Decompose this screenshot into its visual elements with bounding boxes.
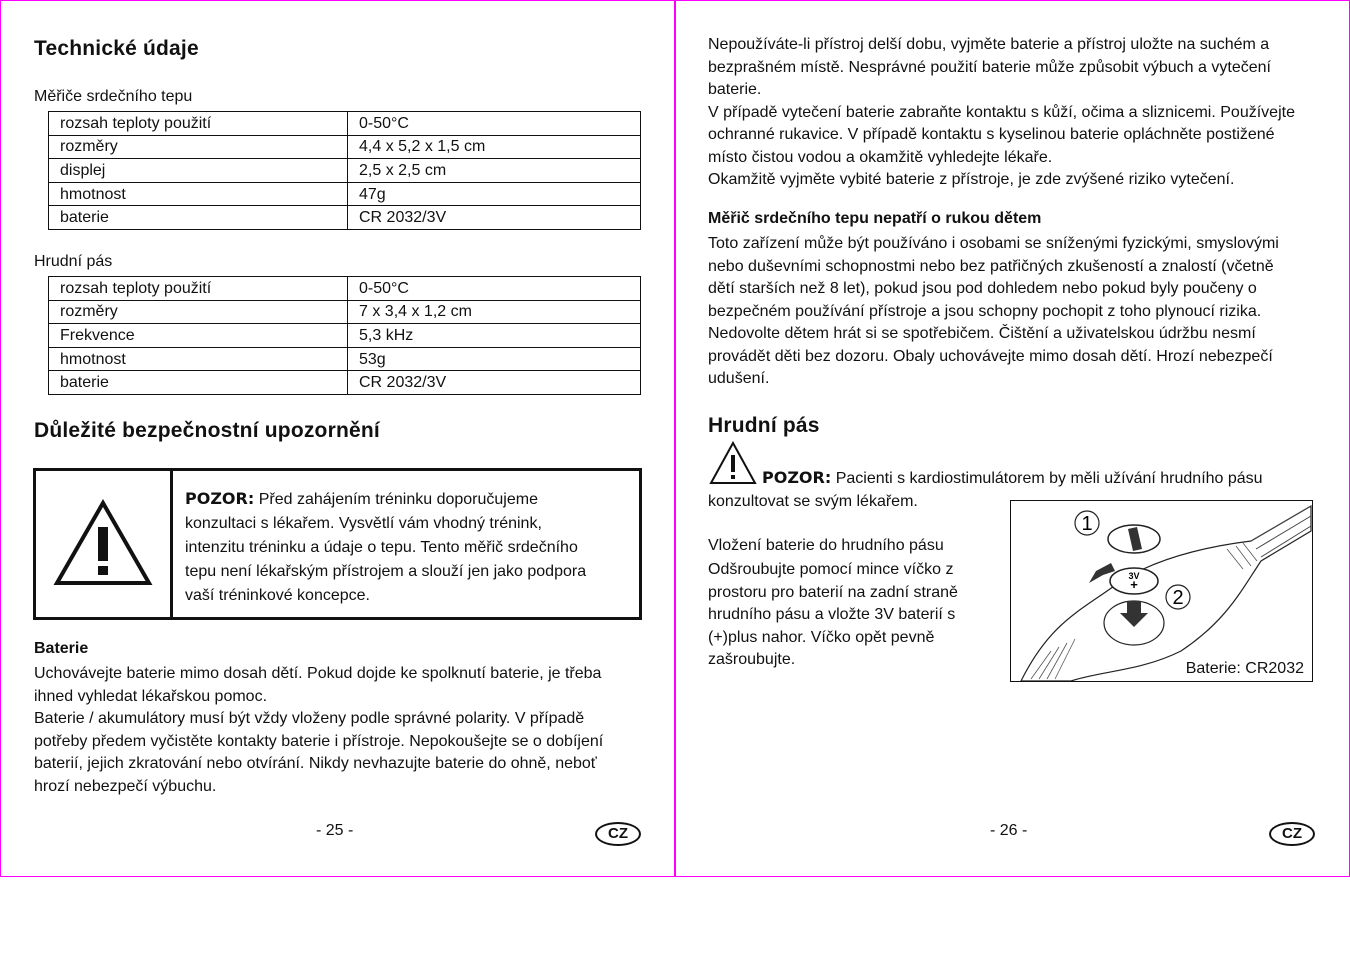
text-line: Odšroubujte pomocí mince víčko z (708, 561, 954, 578)
text-line: zašroubujte. (708, 651, 796, 668)
technical-data-title: Technické údaje (34, 37, 199, 60)
warning-line: konzultaci s lékařem. Vysvětlí vám vhodný trénink, (185, 515, 542, 532)
spec-label: hmotnost (49, 182, 348, 206)
spec-label: rozsah teploty použití (49, 112, 348, 136)
spec-row (49, 277, 641, 301)
step-1-label: 1 (1081, 513, 1093, 535)
children-paragraph (708, 233, 1279, 391)
table1-caption: Měřiče srdečního tepu (34, 88, 193, 105)
spec-value: 5,3 kHz (348, 324, 641, 348)
warning-triangle-icon (709, 441, 757, 490)
warning-text (173, 471, 598, 617)
heart-rate-monitor-specs-table (48, 111, 641, 230)
chest-strap-specs-table (48, 276, 641, 395)
spec-label: Frekvence (49, 324, 348, 348)
children-title: Měřič srdečního tepu nepatří o rukou dětem (708, 210, 1042, 227)
text-line: hrozí nebezpečí výbuchu. (34, 777, 217, 795)
spec-row (49, 135, 641, 159)
text-line: Nepoužíváte-li přístroj delší dobu, vyjměte baterie a přístroj uložte na suchém a (708, 36, 1270, 53)
battery-title: Baterie (34, 640, 89, 657)
warning-line: Před zahájením tréninku doporučujeme (254, 491, 538, 508)
warning-line: vaší tréninkové koncepce. (185, 587, 370, 604)
warning-line: tepu není lékařským přístrojem a slouží jen jako podpora (185, 563, 587, 580)
spec-row (49, 371, 641, 395)
page-number-25: - 25 - (316, 822, 354, 839)
insert-battery-paragraph (708, 559, 958, 672)
safety-title: Důležité bezpečnostní upozornění (34, 419, 380, 442)
cz-language-badge: CZ (1269, 822, 1315, 846)
spec-value: CR 2032/3V (348, 206, 641, 230)
spec-row (49, 300, 641, 324)
spec-value: 4,4 x 5,2 x 1,5 cm (348, 135, 641, 159)
spec-label: baterie (49, 371, 348, 395)
text-line: ochranné rukavice. V případě kontaktu s kyselinou baterie opláchněte postižené (708, 126, 1275, 143)
text-line: V případě vytečení baterie zabraňte kontaktu s kůží, očima a sliznicemi. Používejte (708, 103, 1295, 121)
text-line: prostoru pro baterií na zadní straně (708, 583, 958, 601)
warning-line: intenzitu tréninku a údaje o tepu. Tento měřič srdečního (185, 539, 578, 556)
spec-value: 0-50°C (348, 277, 641, 301)
chest-warning-text: Pacienti s kardiostimulátorem by měli užívání hrudního pásu (831, 470, 1263, 487)
spec-value: CR 2032/3V (348, 371, 641, 395)
text-line: Baterie / akumulátory musí být vždy vloženy podle správné polarity. V případě (34, 710, 585, 727)
figure-caption: Baterie: CR2032 (1185, 660, 1304, 677)
warning-label: POZOR: (185, 489, 255, 508)
step-2-label: 2 (1172, 587, 1184, 609)
text-line: Uchovávejte baterie mimo dosah dětí. Pokud dojde ke spolknutí baterie, je třeba (34, 665, 602, 682)
chest-warning (762, 467, 1263, 491)
text-line: baterií, jejich zkratování nebo otvírání. Nikdy nevhazujte baterie do ohně, neboť (34, 755, 597, 772)
warning-triangle-icon (36, 471, 173, 617)
spec-value: 7 x 3,4 x 1,2 cm (348, 300, 641, 324)
text-line: místo čistou vodou a okamžitě vyhledejte lékaře. (708, 148, 1053, 166)
text-line: hrudního pásu a vložte 3V baterií s (708, 606, 956, 623)
warning-box (33, 468, 642, 620)
svg-text:+: + (1130, 577, 1138, 592)
text-line: bezpečném používání přístroje a jsou schopny pochopit z toho plynoucí rizika. (708, 302, 1262, 320)
text-line: bezprašném místě. Nesprávné použití baterie může způsobit výbuch a vytečení (708, 58, 1271, 76)
spec-label: displej (49, 159, 348, 183)
text-line: Nedovolte dětem hrát si se spotřebičem. Čištění a uživatelskou údržbu nesmí (708, 325, 1256, 342)
spec-row (49, 206, 641, 230)
spec-row (49, 112, 641, 136)
chest-warning-label: POZOR: (762, 468, 832, 487)
spec-value: 47g (348, 182, 641, 206)
text-line: udušení. (708, 370, 770, 387)
spec-label: rozsah teploty použití (49, 277, 348, 301)
battery-storage-paragraph (708, 34, 1295, 192)
text-line: Toto zařízení může být používáno i osobami se sníženými fyzickými, smyslovými (708, 235, 1279, 252)
text-line: nebo duševními schopnostmi nebo bez patřičných zkušeností a znalostí (včetně (708, 257, 1274, 275)
spec-row (49, 347, 641, 371)
spec-value: 2,5 x 2,5 cm (348, 159, 641, 183)
insert-battery-title: Vložení baterie do hrudního pásu (708, 537, 944, 554)
spec-row (49, 182, 641, 206)
text-line: Okamžitě vyjměte vybité baterie z přístroje, je zde zvýšené riziko vytečení. (708, 171, 1235, 188)
text-line: potřeby předem vyčistěte kontakty baterie i přístroje. Nepokoušejte se o dobíjení (34, 732, 604, 750)
text-line: (+)plus nahor. Víčko opět pevně (708, 628, 935, 646)
chest-warning-line2: konzultovat se svým lékařem. (708, 493, 918, 510)
text-line: ihned vyhledat lékařskou pomoc. (34, 687, 268, 705)
spec-label: rozměry (49, 300, 348, 324)
spec-row (49, 159, 641, 183)
spec-label: hmotnost (49, 347, 348, 371)
spec-label: baterie (49, 206, 348, 230)
cz-language-badge: CZ (595, 822, 641, 846)
page-number-26: - 26 - (990, 822, 1028, 839)
battery-voltage-mark: 3V (1128, 571, 1140, 581)
battery-insertion-illustration (1010, 500, 1313, 682)
chest-strap-title: Hrudní pás (708, 414, 820, 437)
text-line: provádět děti bez dozoru. Obaly uchovávejte mimo dosah dětí. Hrozí nebezpečí (708, 347, 1273, 365)
text-line: dětí starších než 8 let), pokud jsou pod dohledem nebo pokud byly poučeny o (708, 280, 1257, 297)
spec-value: 53g (348, 347, 641, 371)
spec-label: rozměry (49, 135, 348, 159)
spec-value: 0-50°C (348, 112, 641, 136)
battery-paragraph (34, 663, 603, 798)
text-line: baterie. (708, 81, 762, 98)
spec-row (49, 324, 641, 348)
table2-caption: Hrudní pás (34, 253, 113, 270)
